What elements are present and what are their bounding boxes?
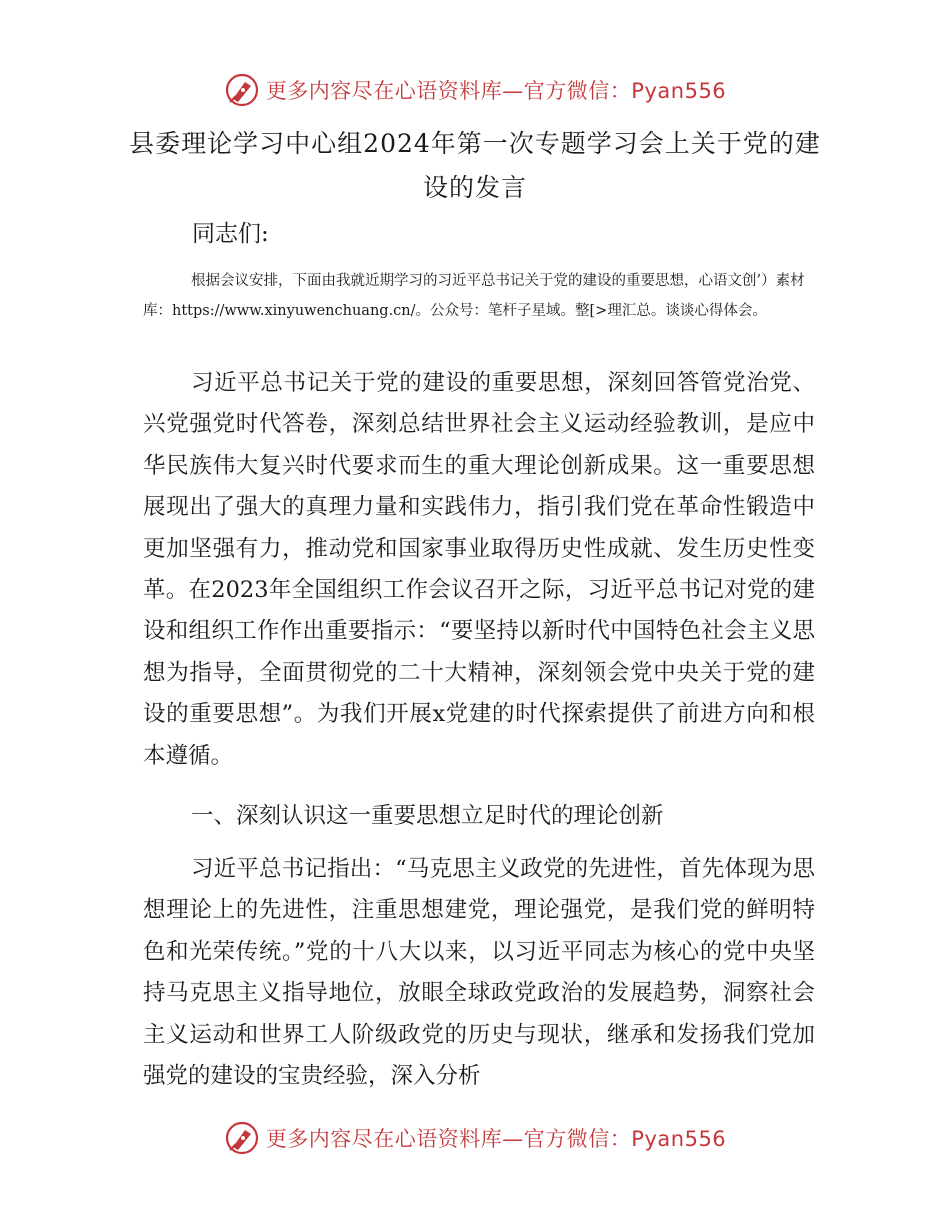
header-banner: [0, 70, 950, 110]
paragraph-1: 习近平总书记关于党的建设的重要思想，深刻回答管党治党、兴党强党时代答卷，深刻总结世界社会主义运动经验教训，是应中华民族伟大复兴时代要求而生的重大理论创新成果。这一重要思想展现出了强大的真理力量和实践伟力，指引我们党在革命性锻造中更加坚强有力，推动党和国家事业取得历史性成就、发生历史性变革。在2023年全国组织工作会议召开之际，习近平总书记对党的建设和组织工作作出重要指示：“要坚持以新时代中国特色社会主义思想为指导，全面贯彻党的二十大精神，深刻领会党中央关于党的建设的重要思想”。为我们开展x党建的时代探索提供了前进方向和根本遵循。: [143, 370, 815, 769]
pen-nib-logo-icon: [224, 72, 260, 108]
paragraph-2: 习近平总书记指出：“马克思主义政党的先进性，首先体现为思想理论上的先进性，注重思想建党，理论强党，是我们党的鲜明特色和光荣传统。”党的十八大以来，以习近平同志为核心的党中央坚持马克思主义指导地位，放眼全球政党政治的发展趋势，洞察社会主义运动和世界工人阶级政党的历史与现状，继承和发扬我们党加强党的建设的宝贵经验，深入分析: [143, 856, 815, 1090]
source-note: 根据会议安排，下面由我就近期学习的习近平总书记关于党的建设的重要思想，心语文创’）素材库：https://www.xinyuwenchuang.cn/。公众号：笔杆子星域。整[>理汇总。谈谈心得体会。: [143, 273, 805, 319]
banner-text: 更多内容尽在心语资料库—官方微信：Pyan556: [265, 79, 727, 103]
footer-banner: [0, 1118, 950, 1158]
pen-nib-logo-icon: [224, 1120, 260, 1156]
greeting: 同志们:: [192, 221, 269, 247]
banner-text: 更多内容尽在心语资料库—官方微信：Pyan556: [265, 1127, 727, 1151]
section-heading-1: 一、深刻认识这一重要思想立足时代的理论创新: [191, 803, 664, 829]
document-title: 县委理论学习中心组2024年第一次专题学习会上关于党的建设的发言: [129, 129, 821, 202]
